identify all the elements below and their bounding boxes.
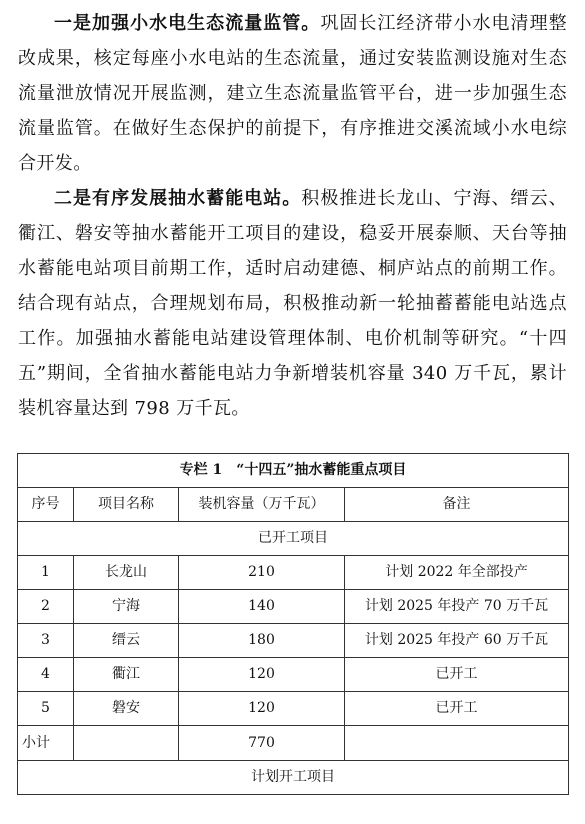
paragraph-pumped-storage [18,181,567,426]
row-number: 4 [18,658,74,692]
table-row [18,658,569,692]
paragraph-body: 巩固长江经济带小水电清理整改成果，核定每座小水电站的生态流量，通过安装监测设施对生态流量泄放情况开展监测，建立生态流量监管平台，进一步加强生态流量监管。在做好生态保护的前提下，有序推进交溪流域小水电综合开发。 [18,13,567,174]
column-header: 备注 [345,488,569,522]
capacity-value: 210 [179,556,345,590]
column-header: 项目名称 [74,488,179,522]
row-number: 3 [18,624,74,658]
section-label: 已开工项目 [18,522,569,556]
note-text: 计划 2025 年投产 70 万千瓦 [345,590,569,624]
capacity-value: 180 [179,624,345,658]
column-header: 装机容量（万千瓦） [179,488,345,522]
row-number: 2 [18,590,74,624]
project-name: 缙云 [74,624,179,658]
table-row [18,590,569,624]
table-header-row [18,488,569,522]
table-title-row [18,454,569,488]
capacity-value: 140 [179,590,345,624]
table-row [18,624,569,658]
subtotal-note-cell [345,726,569,761]
subtotal-row [18,726,569,761]
table-title: 专栏 1 “十四五”抽水蓄能重点项目 [18,454,569,488]
subtotal-label: 小计 [18,726,74,761]
project-name: 衢江 [74,658,179,692]
row-number: 5 [18,692,74,726]
section-label: 计划开工项目 [18,761,569,795]
paragraph-small-hydropower [18,6,567,181]
capacity-value: 120 [179,658,345,692]
paragraph-lead: 一是加强小水电生态流量监管。 [54,13,321,34]
column-header: 序号 [18,488,74,522]
note-text: 计划 2025 年投产 60 万千瓦 [345,624,569,658]
capacity-value: 120 [179,692,345,726]
project-name: 磐安 [74,692,179,726]
project-name: 宁海 [74,590,179,624]
section-row-started [18,522,569,556]
subtotal-empty-cell [74,726,179,761]
row-number: 1 [18,556,74,590]
note-text: 已开工 [345,658,569,692]
table-row [18,556,569,590]
table-row [18,692,569,726]
note-text: 已开工 [345,692,569,726]
paragraph-body: 积极推进长龙山、宁海、缙云、衢江、磐安等抽水蓄能开工项目的建设，稳妥开展泰顺、天台等抽水蓄能电站项目前期工作，适时启动建德、桐庐站点的前期工作。结合现有站点，合理规划布局，积极推动新一轮抽蓄蓄能电站选点工作。加强抽水蓄能电站建设管理体制、电价机制等研究。“十四五”期间，全省抽水蓄能电站力争新增装机容量 340 万千瓦，累计装机容量达到 798 万千瓦。 [18,188,567,419]
pumped-storage-table [17,453,568,795]
project-table [17,453,569,795]
paragraph-lead: 二是有序发展抽水蓄能电站。 [54,188,302,209]
subtotal-capacity: 770 [179,726,345,761]
note-text: 计划 2022 年全部投产 [345,556,569,590]
project-name: 长龙山 [74,556,179,590]
section-row-planned [18,761,569,795]
